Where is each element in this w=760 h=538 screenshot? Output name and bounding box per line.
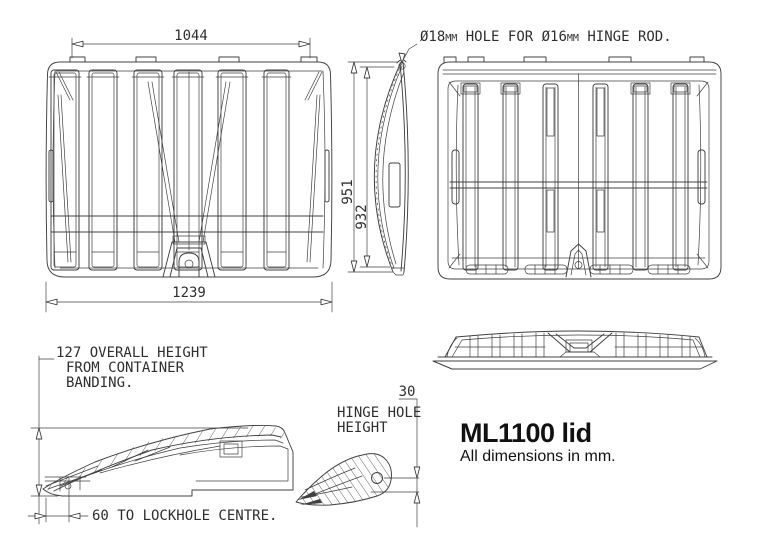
dim-arrow-up (364, 67, 370, 78)
profile-right-edge (400, 62, 408, 272)
plan-strip-caps (49, 77, 291, 252)
dim-arrow-right (321, 299, 332, 305)
lockhole-note-text: 60 TO LOCKHOLE CENTRE. (92, 508, 278, 524)
plan-lock-feature (163, 236, 215, 277)
dim-1239-label: 1239 (172, 285, 206, 301)
overall-height-note-line-2: FROM CONTAINER (66, 360, 185, 376)
dim-arrow-down (364, 256, 370, 267)
underside-outer-outline (438, 62, 721, 279)
elevation-ribs (470, 333, 690, 357)
underside-right-slot (698, 150, 705, 204)
dim-arrow-left (69, 513, 80, 519)
underside-view (438, 57, 721, 279)
overall-height-note-line-1: 127 OVERALL HEIGHT (56, 345, 208, 361)
elevation-lock-feature (548, 333, 612, 357)
hinge-detail-view (290, 445, 395, 510)
elevation-base (433, 357, 717, 369)
dim-arrow-up (36, 428, 42, 439)
plan-right-slot (325, 150, 329, 202)
dim-arrow-up (351, 62, 357, 73)
dim-951-label: 951 (340, 179, 356, 205)
front-elevation-view (433, 331, 717, 369)
leader-arrowhead (399, 53, 405, 63)
underside-rib-clips (461, 83, 690, 232)
profile-foot (393, 268, 404, 275)
dim-arrow-right (299, 41, 310, 47)
plan-top-width-dimension (72, 28, 310, 58)
leader-line (403, 44, 417, 60)
dim-arrow-down (414, 467, 420, 478)
section-view (43, 425, 293, 496)
dim-arrow-left (72, 41, 83, 47)
overall-height-note-line-3: BANDING. (66, 375, 134, 391)
underside-ribs (463, 84, 688, 270)
dim-932-label: 932 (354, 204, 370, 230)
dim-arrow-down (36, 485, 42, 496)
hinge-rod-note-text: Ø18mm HOLE FOR Ø16mm HINGE ROD. (420, 29, 672, 45)
drawing-subtitle: All dimensions in mm. (460, 448, 616, 465)
underside-left-slot (452, 150, 459, 204)
section-hatch-band (43, 425, 285, 492)
underside-feet (466, 265, 690, 274)
dim-arrow-down (351, 261, 357, 272)
side-inner-height-dimension (354, 67, 394, 267)
plan-rib-strips (51, 70, 289, 270)
underside-top-edge (443, 70, 716, 74)
plan-hinge-tabs (70, 57, 317, 62)
dim-arrow-right (35, 513, 46, 519)
dim-30-label: 30 (398, 384, 416, 400)
elevation-band-inner (447, 335, 705, 357)
dim-arrow-up (414, 492, 420, 503)
underside-hinge-tabs (444, 57, 704, 62)
plan-bottom-width-dimension (46, 282, 332, 312)
title-block (460, 418, 616, 465)
side-profile-view (374, 60, 408, 275)
hinge-hole-note-line-1: HINGE HOLE (337, 405, 422, 421)
dim-arrow-left (46, 299, 57, 305)
dim-1044-label: 1044 (174, 28, 208, 44)
profile-handle-slot (389, 163, 400, 207)
plan-view (46, 57, 332, 277)
drawing-title: ML1100 lid (460, 418, 592, 448)
hinge-hole-note-line-2: HEIGHT (337, 420, 388, 436)
section-inner-shell (60, 440, 288, 486)
